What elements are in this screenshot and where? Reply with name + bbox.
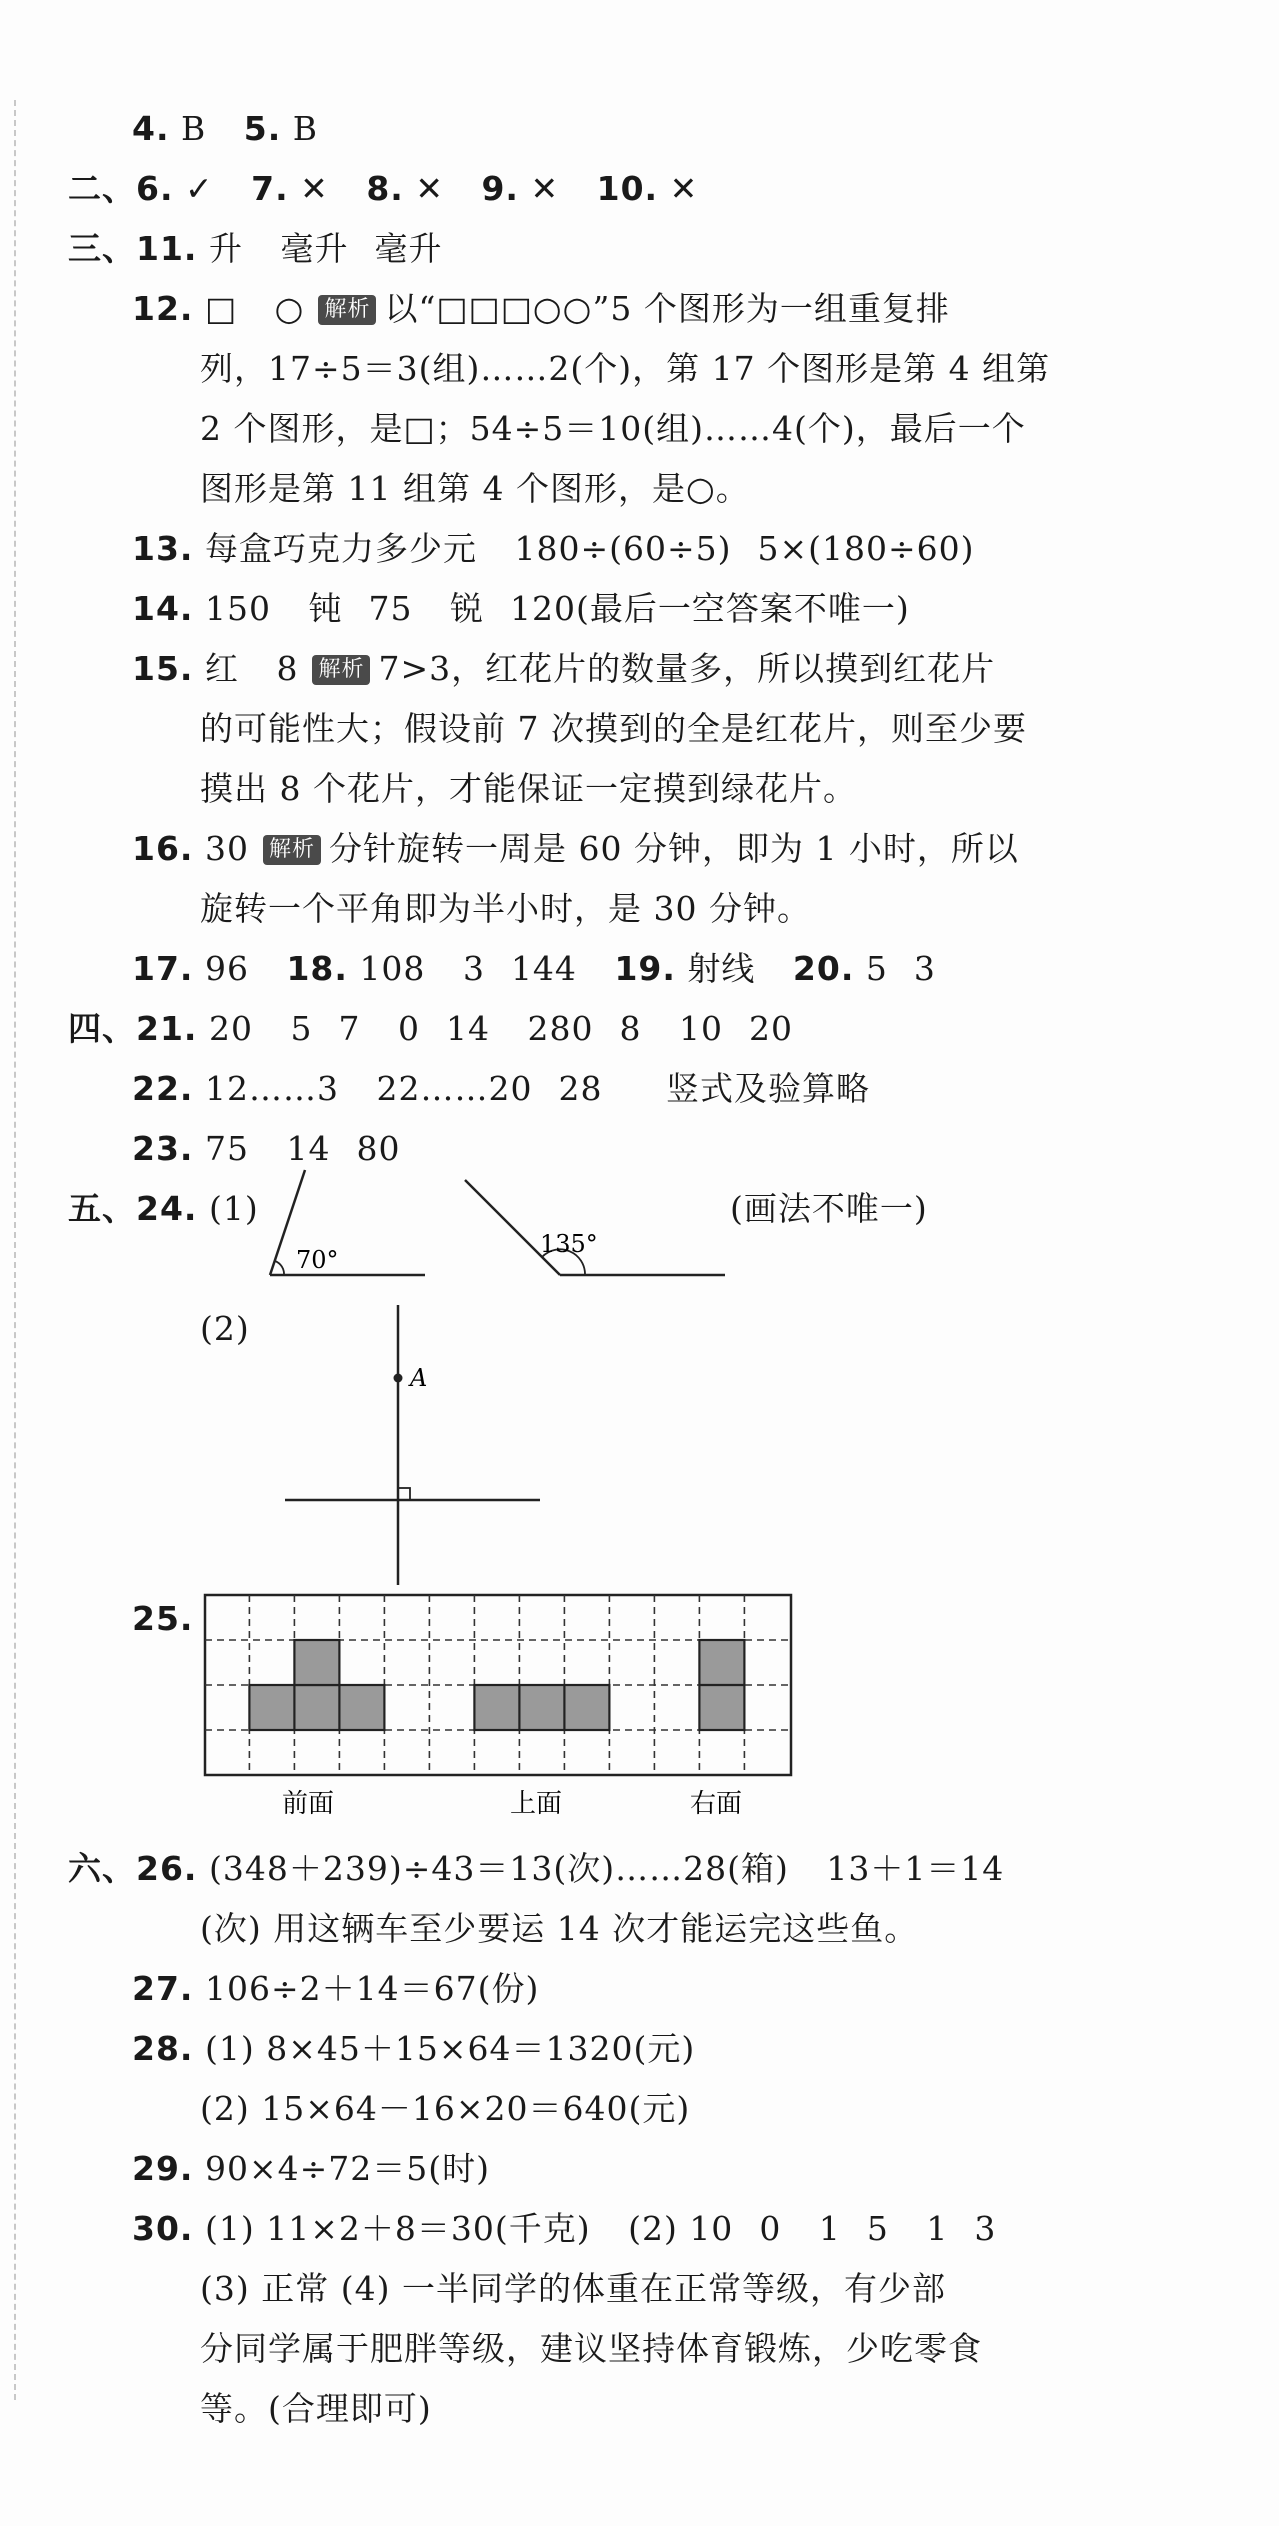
answer-line-15-cont-1: 的可能性大；假设前 7 次摸到的全是红花片，则至少要 [200,709,1027,748]
view-label-front: 前面 [282,1789,335,1819]
answer-line-26-cont: (次) 用这辆车至少要运 14 次才能运完这些鱼。 [200,1909,919,1948]
answer-line-15-cont-2: 摸出 8 个花片，才能保证一定摸到绿花片。 [200,769,857,808]
answer-line-section-4: 四、21. 20 5 7 0 14 280 8 10 20 [68,1009,793,1048]
point-a-dot [394,1374,403,1383]
answer-line-30: 30. (1) 11×2＋8＝30(千克) (2) 10 0 1 5 1 3 [132,2209,997,2248]
perpendicular-figure [270,1300,550,1590]
answer-line-25: 25. [132,1599,194,1638]
view-label-right: 右面 [690,1789,743,1819]
angle-135-figure [465,1180,725,1275]
answer-line-30-cont-1: (3) 正常 (4) 一半同学的体重在正常等级，有少部 [200,2269,946,2308]
angle-70-label: 70° [296,1246,339,1274]
answer-line-27: 27. 106÷2＋14＝67(份) [132,1969,540,2008]
analysis-tag: 解析 [263,835,321,865]
answer-line-28-2: (2) 15×64－16×20＝640(元) [200,2089,691,2128]
answer-line-30-cont-2: 分同学属于肥胖等级，建议坚持体育锻炼，少吃零食 [200,2329,982,2368]
answer-line-23: 23. 75 14 80 [132,1129,401,1168]
analysis-tag: 解析 [318,295,376,325]
answer-line-12-cont-3: 图形是第 11 组第 4 个图形，是○。 [200,469,750,508]
answer-line-14: 14. 150 钝 75 锐 120(最后一空答案不唯一) [132,589,910,628]
point-a-label: A [410,1364,428,1392]
answer-line-29: 29. 90×4÷72＝5(时) [132,2149,490,2188]
analysis-tag: 解析 [312,655,370,685]
top-view-shape [474,1685,609,1730]
right-view-shape [699,1640,744,1730]
answer-line-13: 13. 每盒巧克力多少元 180÷(60÷5) 5×(180÷60) [132,529,975,568]
answer-line-28: 28. (1) 8×45＋15×64＝1320(元) [132,2029,696,2068]
view-label-top: 上面 [510,1789,563,1819]
answer-line-4-5: 4. B 5. B [132,109,319,148]
front-view-shape [249,1640,384,1730]
answer-line-section-3: 三、11. 升 毫升 毫升 [68,229,443,268]
drawing-note: (画法不唯一) [730,1189,928,1228]
answer-line-17-20: 17. 96 18. 108 3 144 19. 射线 20. 5 3 [132,949,936,988]
answer-line-section-5: 五、24. (1) [68,1189,259,1228]
answer-line-12-cont-2: 2 个图形，是□；54÷5＝10(组)……4(个)，最后一个 [200,409,1026,448]
answer-line-30-cont-3: 等。(合理即可) [200,2389,432,2428]
binding-dashed-line [14,100,16,2400]
answer-line-section-2: 二、6. ✓ 7. ✕ 8. ✕ 9. ✕ 10. ✕ [68,169,699,208]
answer-line-section-6: 六、26. (348＋239)÷43＝13(次)……28(箱) 13＋1＝14 [68,1849,1005,1888]
answer-line-16-cont: 旋转一个平角即为半小时，是 30 分钟。 [200,889,811,928]
answer-line-24-2: (2) [200,1309,250,1348]
answer-line-12: 12. □ ○ 解析 以“□□□○○”5 个图形为一组重复排 [132,289,950,328]
three-views-grid [200,1590,800,1820]
angle-135-label: 135° [540,1230,598,1258]
answer-line-15: 15. 红 8 解析 7>3，红花片的数量多，所以摸到红花片 [132,649,996,688]
answer-line-22: 22. 12……3 22……20 28 竖式及验算略 [132,1069,870,1108]
answer-line-16: 16. 30 解析 分针旋转一周是 60 分钟，即为 1 小时，所以 [132,829,1019,868]
angle-figures [260,1160,740,1290]
angle-70-figure [270,1170,425,1275]
answer-line-12-cont-1: 列，17÷5＝3(组)……2(个)，第 17 个图形是第 4 组第 [200,349,1051,388]
